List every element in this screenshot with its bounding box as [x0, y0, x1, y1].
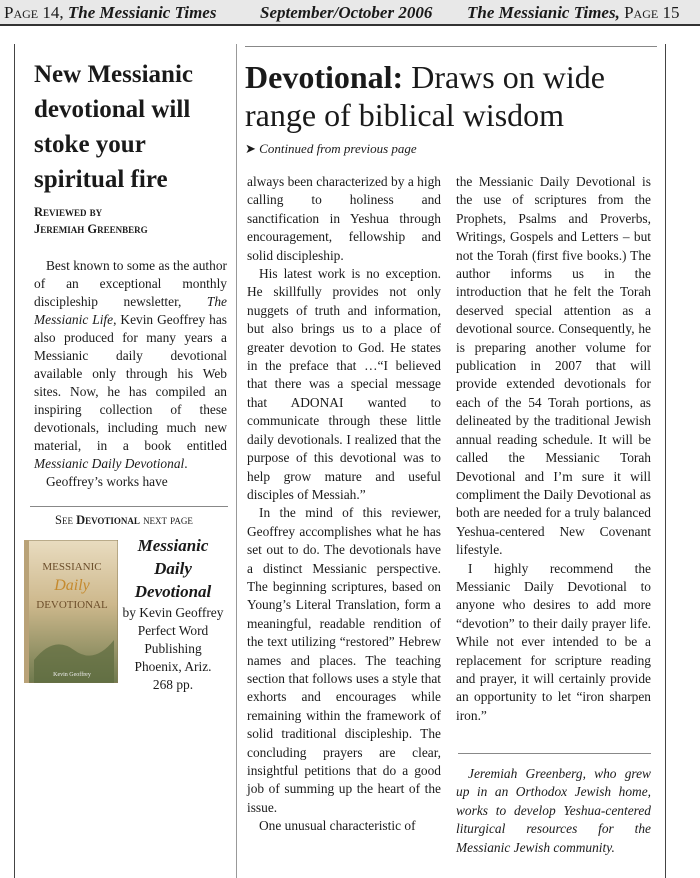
arrow-icon: ➤ — [245, 141, 256, 156]
cover-title-line: Daily — [54, 577, 90, 594]
article-headline — [245, 58, 665, 134]
byline — [34, 204, 234, 238]
right-page-edge-rule — [665, 44, 666, 878]
bio-rule — [458, 753, 651, 754]
cover-title-line: DEVOTIONAL — [36, 599, 108, 611]
book-place: Phoenix, Ariz. — [134, 659, 212, 674]
sidebar-paragraph: Geoffrey’s works have — [46, 474, 168, 489]
book-author: by Kevin Geoffrey — [122, 605, 224, 620]
top-rule — [245, 46, 657, 47]
article-column-2 — [456, 173, 651, 725]
book-title: Messianic Daily Devotional — [134, 536, 212, 601]
continued-line: ➤ Continued from previous page — [245, 141, 417, 156]
left-page-edge-rule — [14, 44, 15, 878]
right-folio: The Messianic Times, Page 15 — [467, 3, 680, 22]
headline-text: Draws on wide range of biblical wisdom — [245, 59, 605, 133]
article-paragraph: One unusual characteristic of — [259, 818, 416, 834]
sidebar-rule — [30, 506, 228, 507]
cover-author: Kevin Geoffrey — [53, 672, 91, 678]
jump-line: See Devotional next page — [55, 513, 193, 527]
article-paragraph: I highly recommend the Messianic Daily Devotional to anyone who desires to add more “devotion” to their daily prayer life. While not ever intended to be a replacement for scripture reading and prayer, it will certainly provide an opportunity to let “iron sharpen iron.” — [456, 560, 651, 723]
book-cover-image — [24, 540, 118, 683]
headline-kicker: Devotional: — [245, 59, 404, 95]
cover-title-line: MESSIANIC — [42, 561, 102, 573]
article-paragraph: His latest work is no exception. He skillfully provides not only nuggets of truth and information, but also brings us to a place of greater devotion to God. He states in the preface that …“I believed that there was a special message that ADONAI wanted to communicate through these little daily devotionals. I realized that the purpose of this devotional was to help grow mature and useful disciples of Messiah.” — [247, 266, 441, 502]
sidebar-body — [34, 257, 227, 491]
article-paragraph: In the mind of this reviewer, Geoffrey accomplishes what he has set out to do. The devotionals have a distinct Messianic perspective. The beginning scriptures, based on Young’s Literal Translation, form a meaningful, readable rendition of the text utilizing “restored” Hebrew names and places. The teaching section that follows uses a style that exhorts and encourages while remaining within the framework of solid traditional discipleship. The concluding prayers are clear, insightful petitions that do a good job of summing up the heart of the issue. — [247, 505, 441, 815]
left-folio: Page 14, The Messianic Times — [4, 3, 217, 22]
article-column-1 — [247, 173, 441, 836]
book-pages: 268 pp. — [152, 677, 194, 692]
sidebar-headline: New Messianic devotional will stoke your spiritual fire — [34, 61, 193, 193]
book-publisher: Perfect Word Publishing — [137, 623, 209, 656]
reviewer-name: Jeremiah Greenberg — [34, 222, 148, 236]
reviewed-by-label: Reviewed by — [34, 205, 103, 219]
sidebar-paragraph: Best known to some as the author of an exceptional monthly discipleship newsletter, The Messianic Life, Kevin Geoffrey has also produced for many years a Messianic daily devotional available only through his Web sites. Now, he has compiled an inspiring collection of these devotionals, including much new material, in a book entitled Messianic Daily Devotional. — [34, 258, 227, 471]
book-details — [116, 604, 230, 694]
issue-date: September/October 2006 — [260, 3, 433, 22]
article-paragraph: always been characterized by a high calling to holiness and sanctification in Yeshua through encouragement, fellowship and solid discipleship. — [247, 174, 441, 263]
article-paragraph: the Messianic Daily Devotional is the use of scriptures from the Prophets, Psalms and Proverbs, Writings, Gospels and Letters – but not the Torah (first five books.) The author informs us in the introduction that he felt the Torah deserved special attention as a devotional source. Consequently, he is preparing another volume for publication in 2007 that will provide extended devotionals for each of the 54 Torah portions, as delineated by the traditional Jewish annual reading schedule. It will be called the Messianic Torah Devotional and I’m sure it will compliment the Daily Devotional as both are needed for a truly balanced Yeshua-centered New Covenant lifestyle. — [456, 174, 651, 558]
running-header — [0, 0, 700, 26]
column-divider — [236, 44, 237, 878]
author-bio: Jeremiah Greenberg, who grew up in an Orthodox Jewish home, works to develop Yeshua-centered liturgical resources for the Messianic Jewish community. — [456, 766, 651, 855]
